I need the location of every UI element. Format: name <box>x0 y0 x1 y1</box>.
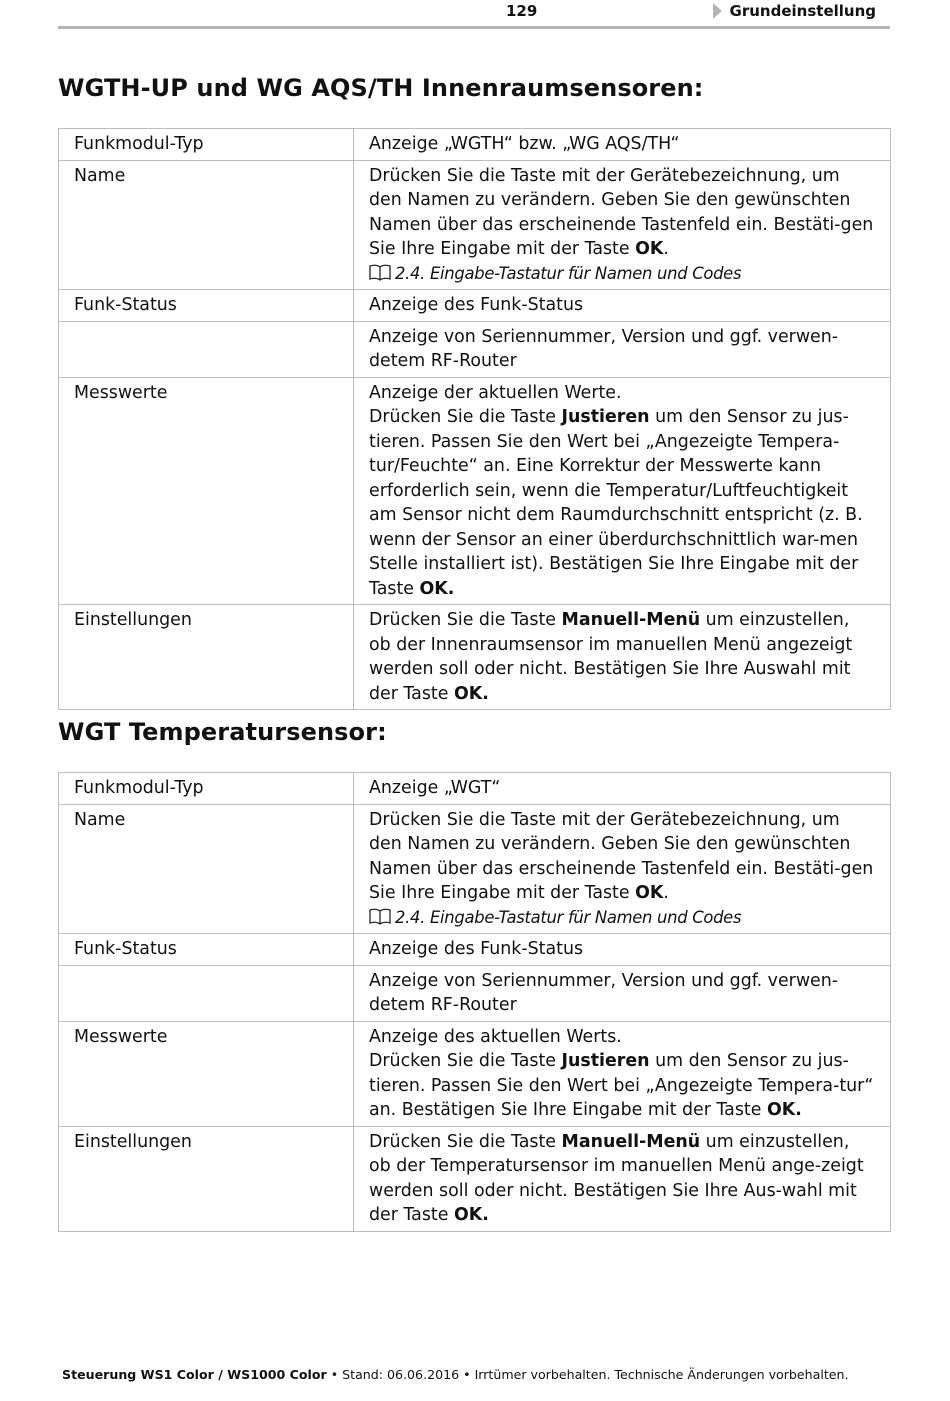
footer-separator: • <box>459 1367 475 1382</box>
ok-keyword: OK <box>635 239 664 259</box>
row-key: Funkmodul-Typ <box>59 129 354 161</box>
button-keyword: Manuell-Menü <box>561 1131 701 1152</box>
row-value <box>354 377 891 605</box>
chapter-title: Grundeinstellung <box>729 2 876 20</box>
book-icon <box>369 908 391 925</box>
button-keyword: Manuell-Menü <box>561 610 701 630</box>
row-key: Messwerte <box>59 377 354 605</box>
page-number: 129 <box>506 2 538 20</box>
section-title-wgth: WGTH-UP und WG AQS/TH Innenraumsensoren: <box>58 74 704 102</box>
spec-table-wgth <box>58 128 891 710</box>
row-value: Anzeige von Seriennummer, Version und ggf. verwen-detem RF-Router <box>354 965 891 1021</box>
cross-reference-text: 2.4. Eingabe-Tastatur für Namen und Codes <box>395 907 742 927</box>
spec-table-wgt <box>58 772 891 1232</box>
row-key: Funk-Status <box>59 934 354 966</box>
footer-separator: • <box>326 1367 343 1382</box>
value-text: um einzustellen, ob der Innenraumsensor im manuellen Menü angezeigt werden soll oder nicht. Bestätigen Sie Ihre Auswahl mit der Taste <box>369 610 853 704</box>
row-value <box>354 1126 891 1231</box>
row-key <box>59 321 354 377</box>
row-key: Einstellungen <box>59 605 354 710</box>
row-key <box>59 965 354 1021</box>
chapter-label <box>713 2 876 20</box>
table-row <box>59 290 891 322</box>
row-key: Funkmodul-Typ <box>59 773 354 805</box>
table-row <box>59 1021 891 1126</box>
row-value: Anzeige des Funk-Status <box>354 934 891 966</box>
ok-keyword: OK <box>635 883 664 903</box>
table-row <box>59 804 891 934</box>
row-value <box>354 1021 891 1126</box>
section-title-wgt: WGT Temperatursensor: <box>58 718 387 746</box>
button-keyword: Justieren <box>561 407 650 427</box>
table-row <box>59 1126 891 1231</box>
row-key: Einstellungen <box>59 1126 354 1231</box>
table-row <box>59 129 891 161</box>
row-value <box>354 804 891 934</box>
row-key: Name <box>59 160 354 290</box>
row-key: Funk-Status <box>59 290 354 322</box>
page-footer <box>62 1367 849 1382</box>
value-text: Drücken Sie die Taste <box>369 1131 562 1152</box>
table-row <box>59 321 891 377</box>
cross-reference <box>369 908 741 927</box>
table-row <box>59 773 891 805</box>
book-icon <box>369 264 391 281</box>
row-value: Anzeige von Seriennummer, Version und ggf. verwen-detem RF-Router <box>354 321 891 377</box>
value-text: Drücken Sie die Taste <box>369 610 562 630</box>
value-text: Drücken Sie die Taste mit der Gerätebezeichnung, um den Namen zu verändern. Geben Sie den gewünschten Namen über das erscheinende Tastenfeld ein. Bestäti-gen Sie Ihre Eingabe mit der Taste <box>369 809 874 903</box>
ok-keyword: OK. <box>419 578 455 599</box>
ok-keyword: OK. <box>453 683 489 704</box>
table-row <box>59 965 891 1021</box>
value-text: um einzustellen, ob der Temperatursensor im manuellen Menü ange-zeigt werden soll oder nicht. Bestätigen Sie Ihre Aus-wahl mit der Taste <box>369 1131 864 1225</box>
row-value <box>354 160 891 290</box>
value-text: Anzeige des aktuellen Werts. <box>369 1026 622 1047</box>
row-value: Anzeige des Funk-Status <box>354 290 891 322</box>
button-keyword: Justieren <box>561 1051 650 1071</box>
table-row <box>59 160 891 290</box>
footer-disclaimer: Irrtümer vorbehalten. Technische Änderungen vorbehalten. <box>474 1367 849 1382</box>
footer-product: Steuerung WS1 Color / WS1000 Color <box>62 1367 327 1382</box>
value-text: um den Sensor zu jus-tieren. Passen Sie den Wert bei „Angezeigte Tempera-tur“ an. Bestätigen Sie Ihre Eingabe mit der Taste <box>369 1051 874 1120</box>
row-value <box>354 605 891 710</box>
footer-stand: Stand: 06.06.2016 <box>342 1367 460 1382</box>
table-row <box>59 934 891 966</box>
value-text: um den Sensor zu jus-tieren. Passen Sie den Wert bei „Angezeigte Tempera-tur/Feuchte“ an. Eine Korrektur der Messwerte kann erforderlich sein, wenn die Temperatur/Luftfeuchtigkeit am Sensor nicht dem Raumdurchschnitt entspricht (z. B. wenn der Sensor an einer überdurchschnittlich war-men Stelle installiert ist). Bestätigen Sie Ihre Eingabe mit der Taste <box>369 407 863 599</box>
value-text: . <box>663 239 669 259</box>
table-row <box>59 605 891 710</box>
value-text: Drücken Sie die Taste <box>369 1051 562 1071</box>
cross-reference-text: 2.4. Eingabe-Tastatur für Namen und Codes <box>395 263 742 283</box>
value-text: Drücken Sie die Taste mit der Gerätebezeichnung, um den Namen zu verändern. Geben Sie den gewünschten Namen über das erscheinende Tastenfeld ein. Bestäti-gen Sie Ihre Eingabe mit der Taste <box>369 165 874 259</box>
page-header <box>58 0 890 29</box>
ok-keyword: OK. <box>453 1205 489 1225</box>
value-text: Drücken Sie die Taste <box>369 407 562 427</box>
value-text: Anzeige der aktuellen Werte. <box>369 382 622 403</box>
row-value: Anzeige „WGTH“ bzw. „WG AQS/TH“ <box>354 129 891 161</box>
row-value: Anzeige „WGT“ <box>354 773 891 805</box>
ok-keyword: OK. <box>766 1100 802 1120</box>
cross-reference <box>369 264 741 283</box>
chevron-right-icon <box>713 3 722 19</box>
row-key: Name <box>59 804 354 934</box>
value-text: . <box>663 883 669 903</box>
table-row <box>59 377 891 605</box>
row-key: Messwerte <box>59 1021 354 1126</box>
